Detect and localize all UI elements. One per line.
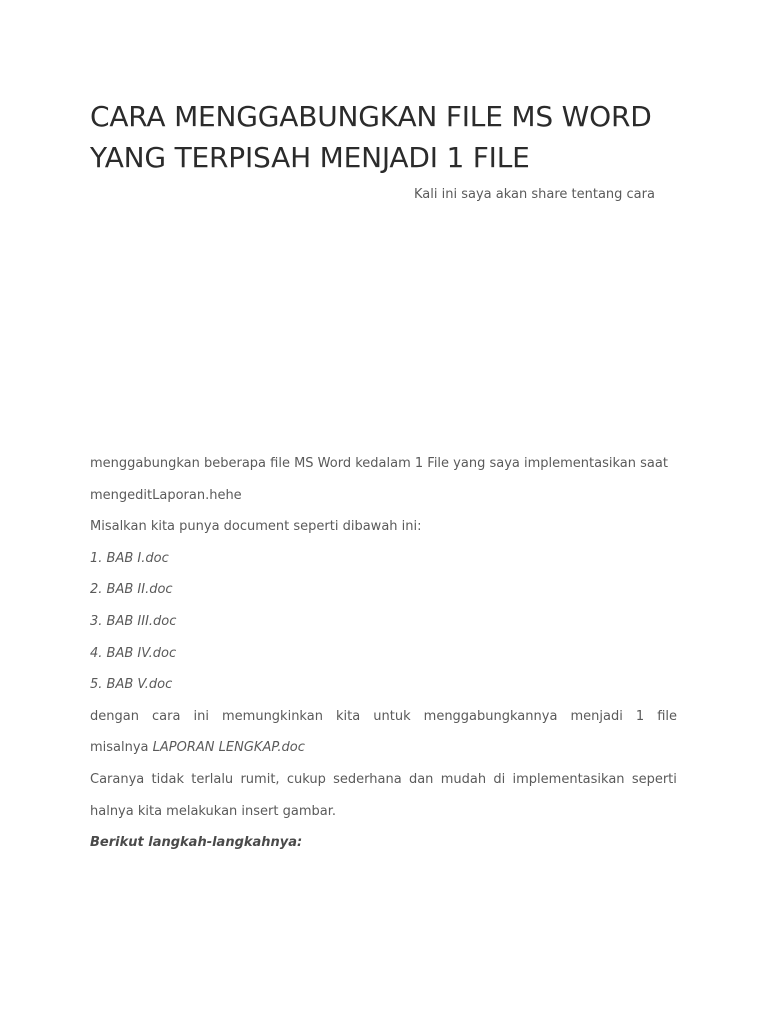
word: terlalu: [191, 771, 234, 787]
word: ini: [193, 708, 209, 724]
word: 1: [635, 708, 645, 724]
justified-line: [90, 764, 677, 796]
word: rumit,: [240, 771, 280, 787]
word: cara: [152, 708, 181, 724]
paragraph-line: [90, 732, 677, 764]
file-list-item: 2. BAB II.doc: [90, 582, 173, 598]
filename: LAPORAN LENGKAP.doc: [152, 740, 305, 756]
file-list-item: 5. BAB V.doc: [90, 677, 173, 693]
word: sederhana: [333, 771, 402, 787]
word: untuk: [373, 708, 411, 724]
word: Caranya: [90, 771, 145, 787]
word: menjadi: [570, 708, 623, 724]
paragraph-line: mengeditLaporan.hehe: [90, 487, 242, 503]
word: menggabungkannya: [423, 708, 558, 724]
text-run: misalnya: [90, 740, 153, 756]
word: dengan: [90, 708, 139, 724]
file-list-item: 1. BAB I.doc: [90, 550, 169, 566]
paragraph-line: menggabungkan beberapa file MS Word kedalam 1 File yang saya implementasikan saat: [90, 456, 668, 471]
word: mudah: [440, 771, 487, 787]
word: implementasikan: [512, 771, 625, 787]
word: seperti: [631, 771, 677, 787]
word: cukup: [286, 771, 326, 787]
article-title: [90, 96, 690, 178]
file-list-item: 4. BAB IV.doc: [90, 645, 177, 661]
word: file: [657, 708, 677, 724]
steps-heading: Berikut langkah-langkahnya:: [90, 835, 303, 851]
paragraph-line: Misalkan kita punya document seperti dibawah ini:: [90, 519, 422, 535]
word: dan: [408, 771, 434, 787]
file-list-item: 3. BAB III.doc: [90, 613, 177, 629]
word: kita: [336, 708, 361, 724]
word: di: [493, 771, 506, 787]
article-title-line: CARA MENGGABUNGKAN FILE MS WORD: [90, 100, 652, 133]
paragraph-line: halnya kita melakukan insert gambar.: [90, 803, 337, 819]
justified-line: [90, 701, 677, 733]
intro-text: Kali ini saya akan share tentang cara: [414, 187, 655, 202]
article-title-line: YANG TERPISAH MENJADI 1 FILE: [90, 141, 530, 174]
word: tidak: [151, 771, 185, 787]
article-body: [90, 448, 677, 859]
word: memungkinkan: [222, 708, 323, 724]
